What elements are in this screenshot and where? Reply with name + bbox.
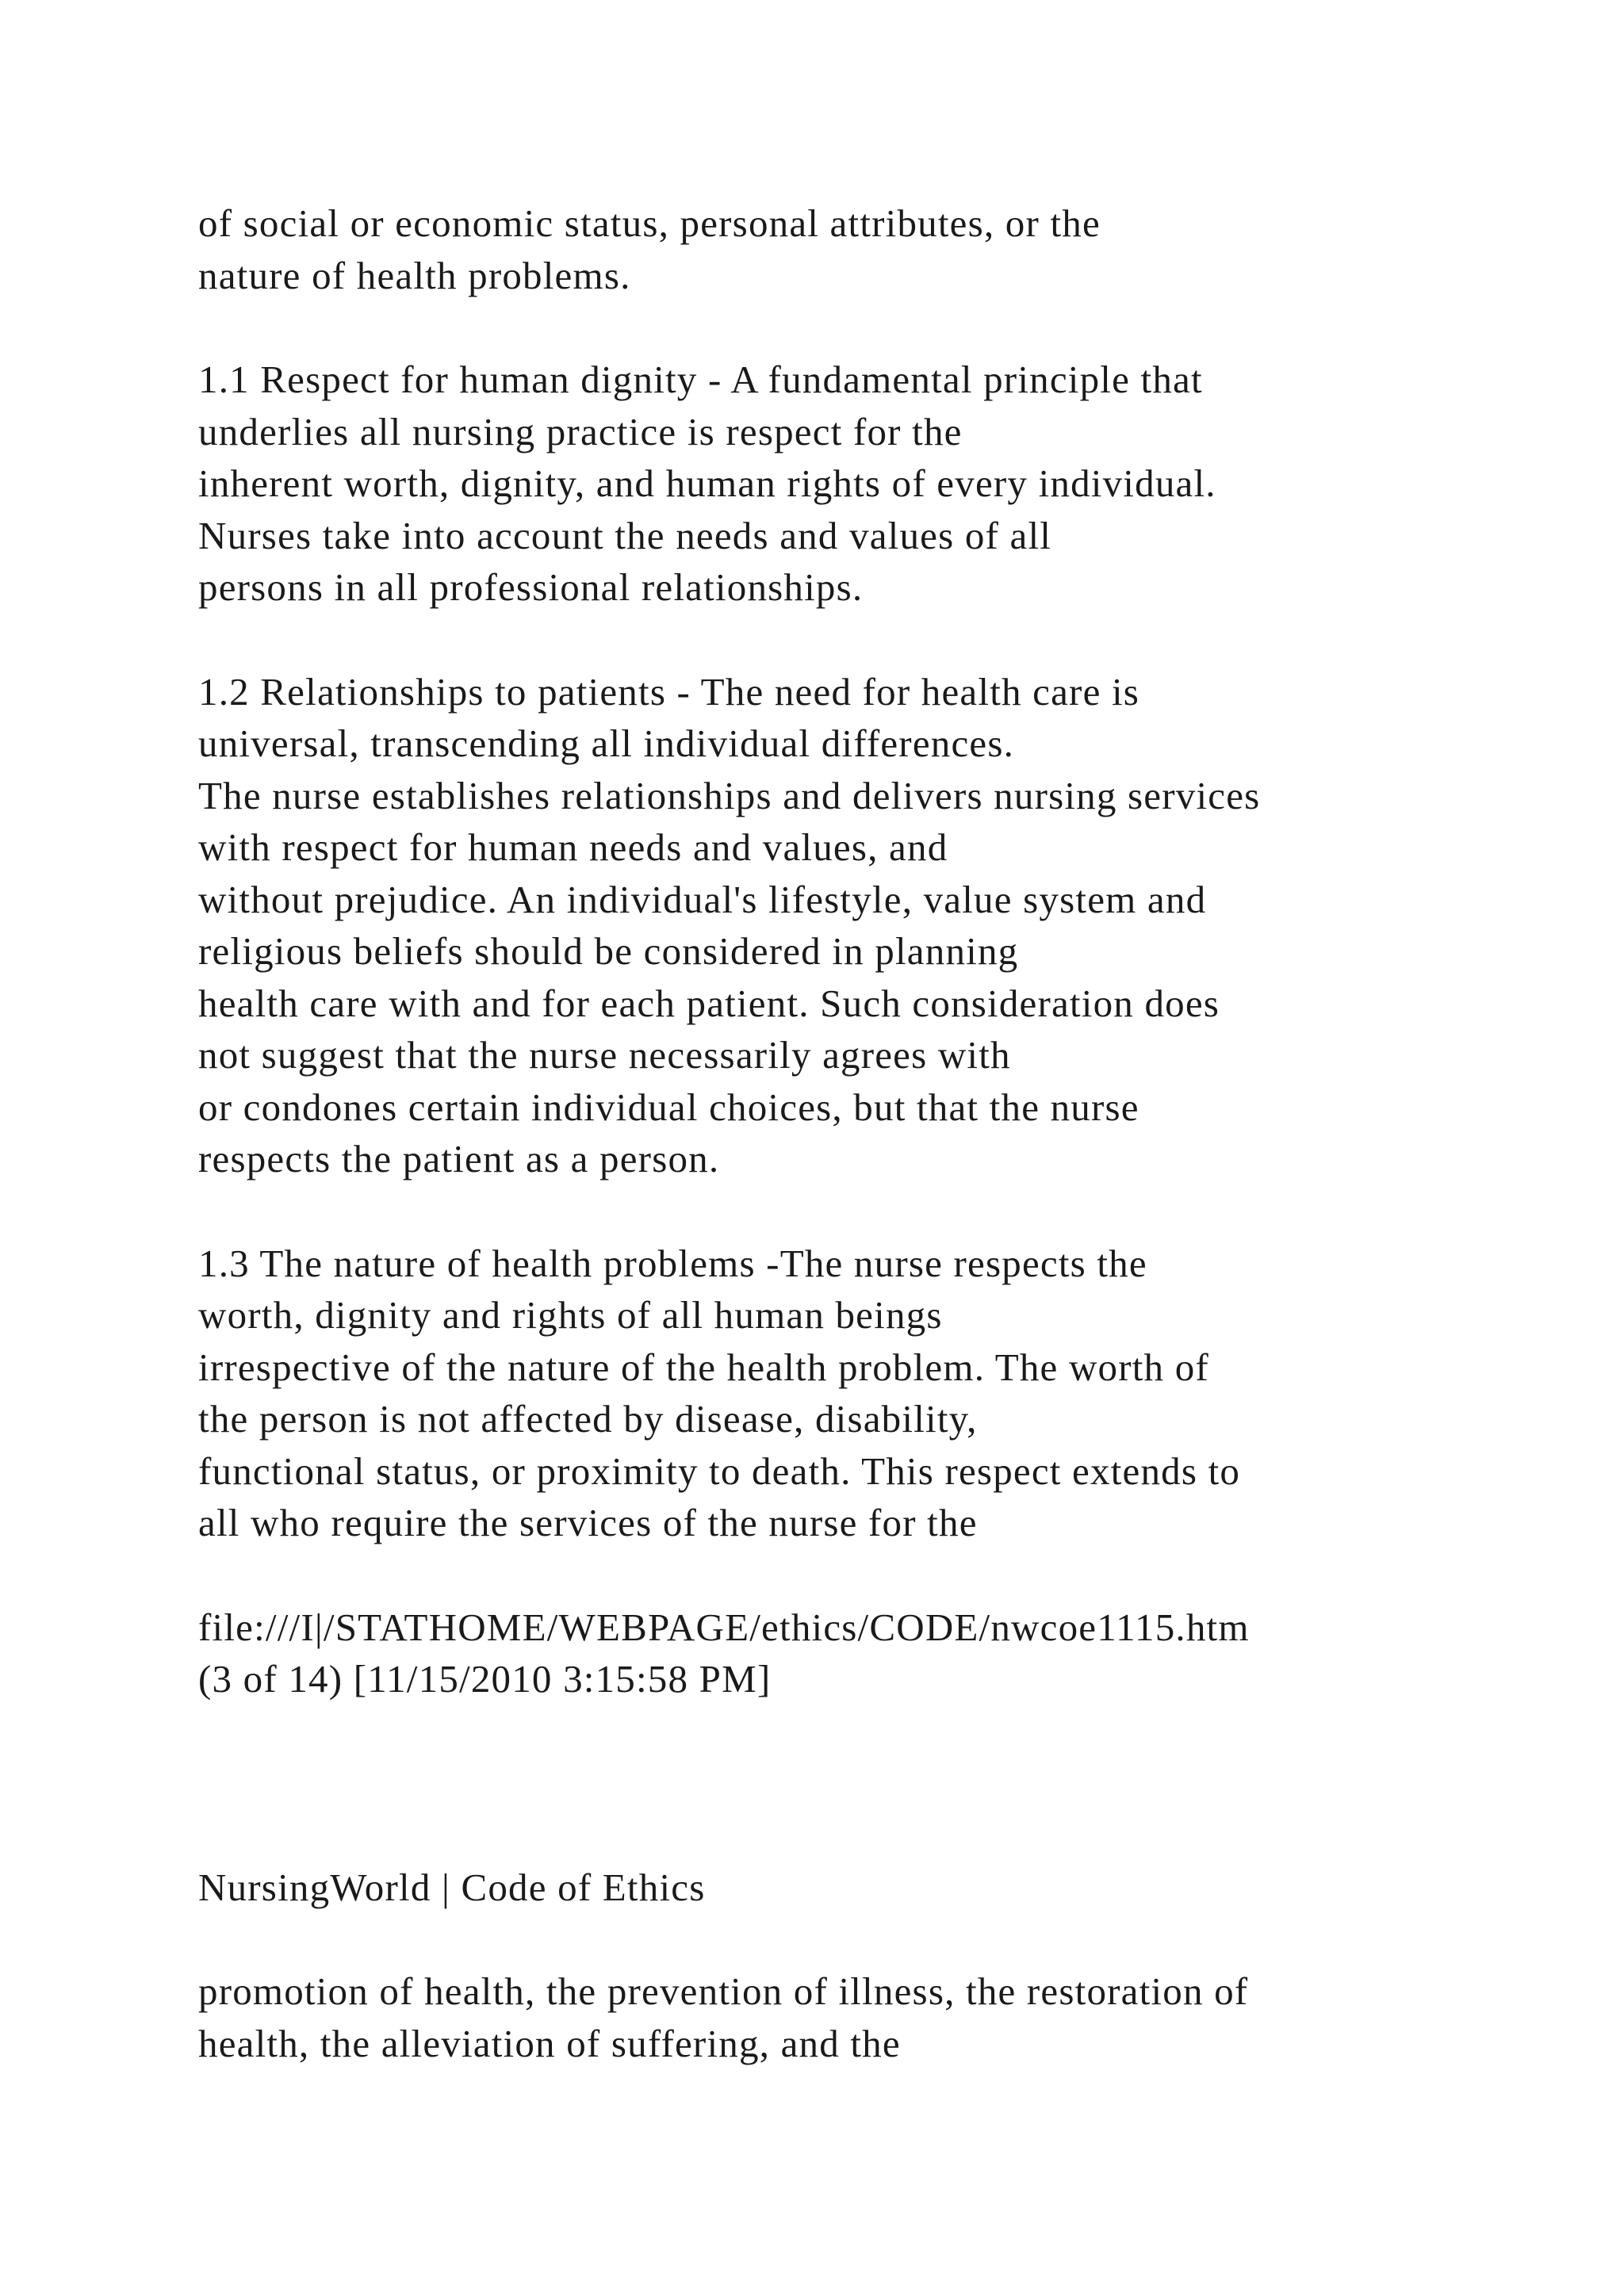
text-line: not suggest that the nurse necessarily agrees with: [198, 1033, 1011, 1077]
text-line: respects the patient as a person.: [198, 1137, 720, 1181]
text-line: with respect for human needs and values, and: [198, 825, 948, 869]
text-line: irrespective of the nature of the health problem. The worth of: [198, 1345, 1209, 1389]
text-line: persons in all professional relationships.: [198, 565, 864, 609]
text-line: The nurse establishes relationships and delivers nursing services: [198, 774, 1261, 817]
text-line: the person is not affected by disease, disability,: [198, 1397, 978, 1441]
text-line: of social or economic status, personal attributes, or the: [198, 201, 1101, 245]
text-line: Nurses take into account the needs and values of all: [198, 514, 1052, 557]
page-footer-url: file:///I|/STATHOME/WEBPAGE/ethics/CODE/nwcoe1115.htm: [198, 1605, 1250, 1649]
section-heading-1-3: 1.3 The nature of health problems -The nurse respects the: [198, 1242, 1147, 1285]
text-line: promotion of health, the prevention of illness, the restoration of: [198, 1969, 1249, 2013]
text-line: health, the alleviation of suffering, and the: [198, 2022, 901, 2065]
text-line: worth, dignity and rights of all human beings: [198, 1293, 943, 1337]
text-line: all who require the services of the nurse for the: [198, 1501, 978, 1544]
text-line: universal, transcending all individual differences.: [198, 721, 1015, 765]
page-header-title: NursingWorld | Code of Ethics: [198, 1866, 706, 1909]
section-heading-1-1: 1.1 Respect for human dignity - A fundamental principle that: [198, 358, 1203, 401]
text-line: inherent worth, dignity, and human rights of every individual.: [198, 461, 1216, 505]
text-line: underlies all nursing practice is respect for the: [198, 410, 963, 453]
text-line: without prejudice. An individual's lifestyle, value system and: [198, 878, 1207, 921]
text-line: or condones certain individual choices, but that the nurse: [198, 1085, 1139, 1129]
text-line: nature of health problems.: [198, 254, 631, 297]
text-line: functional status, or proximity to death. This respect extends to: [198, 1449, 1241, 1493]
text-line: religious beliefs should be considered in planning: [198, 929, 1019, 973]
page-footer-timestamp: (3 of 14) [11/15/2010 3:15:58 PM]: [198, 1657, 772, 1701]
text-line: health care with and for each patient. Such consideration does: [198, 982, 1220, 1025]
section-heading-1-2: 1.2 Relationships to patients - The need for health care is: [198, 670, 1140, 714]
